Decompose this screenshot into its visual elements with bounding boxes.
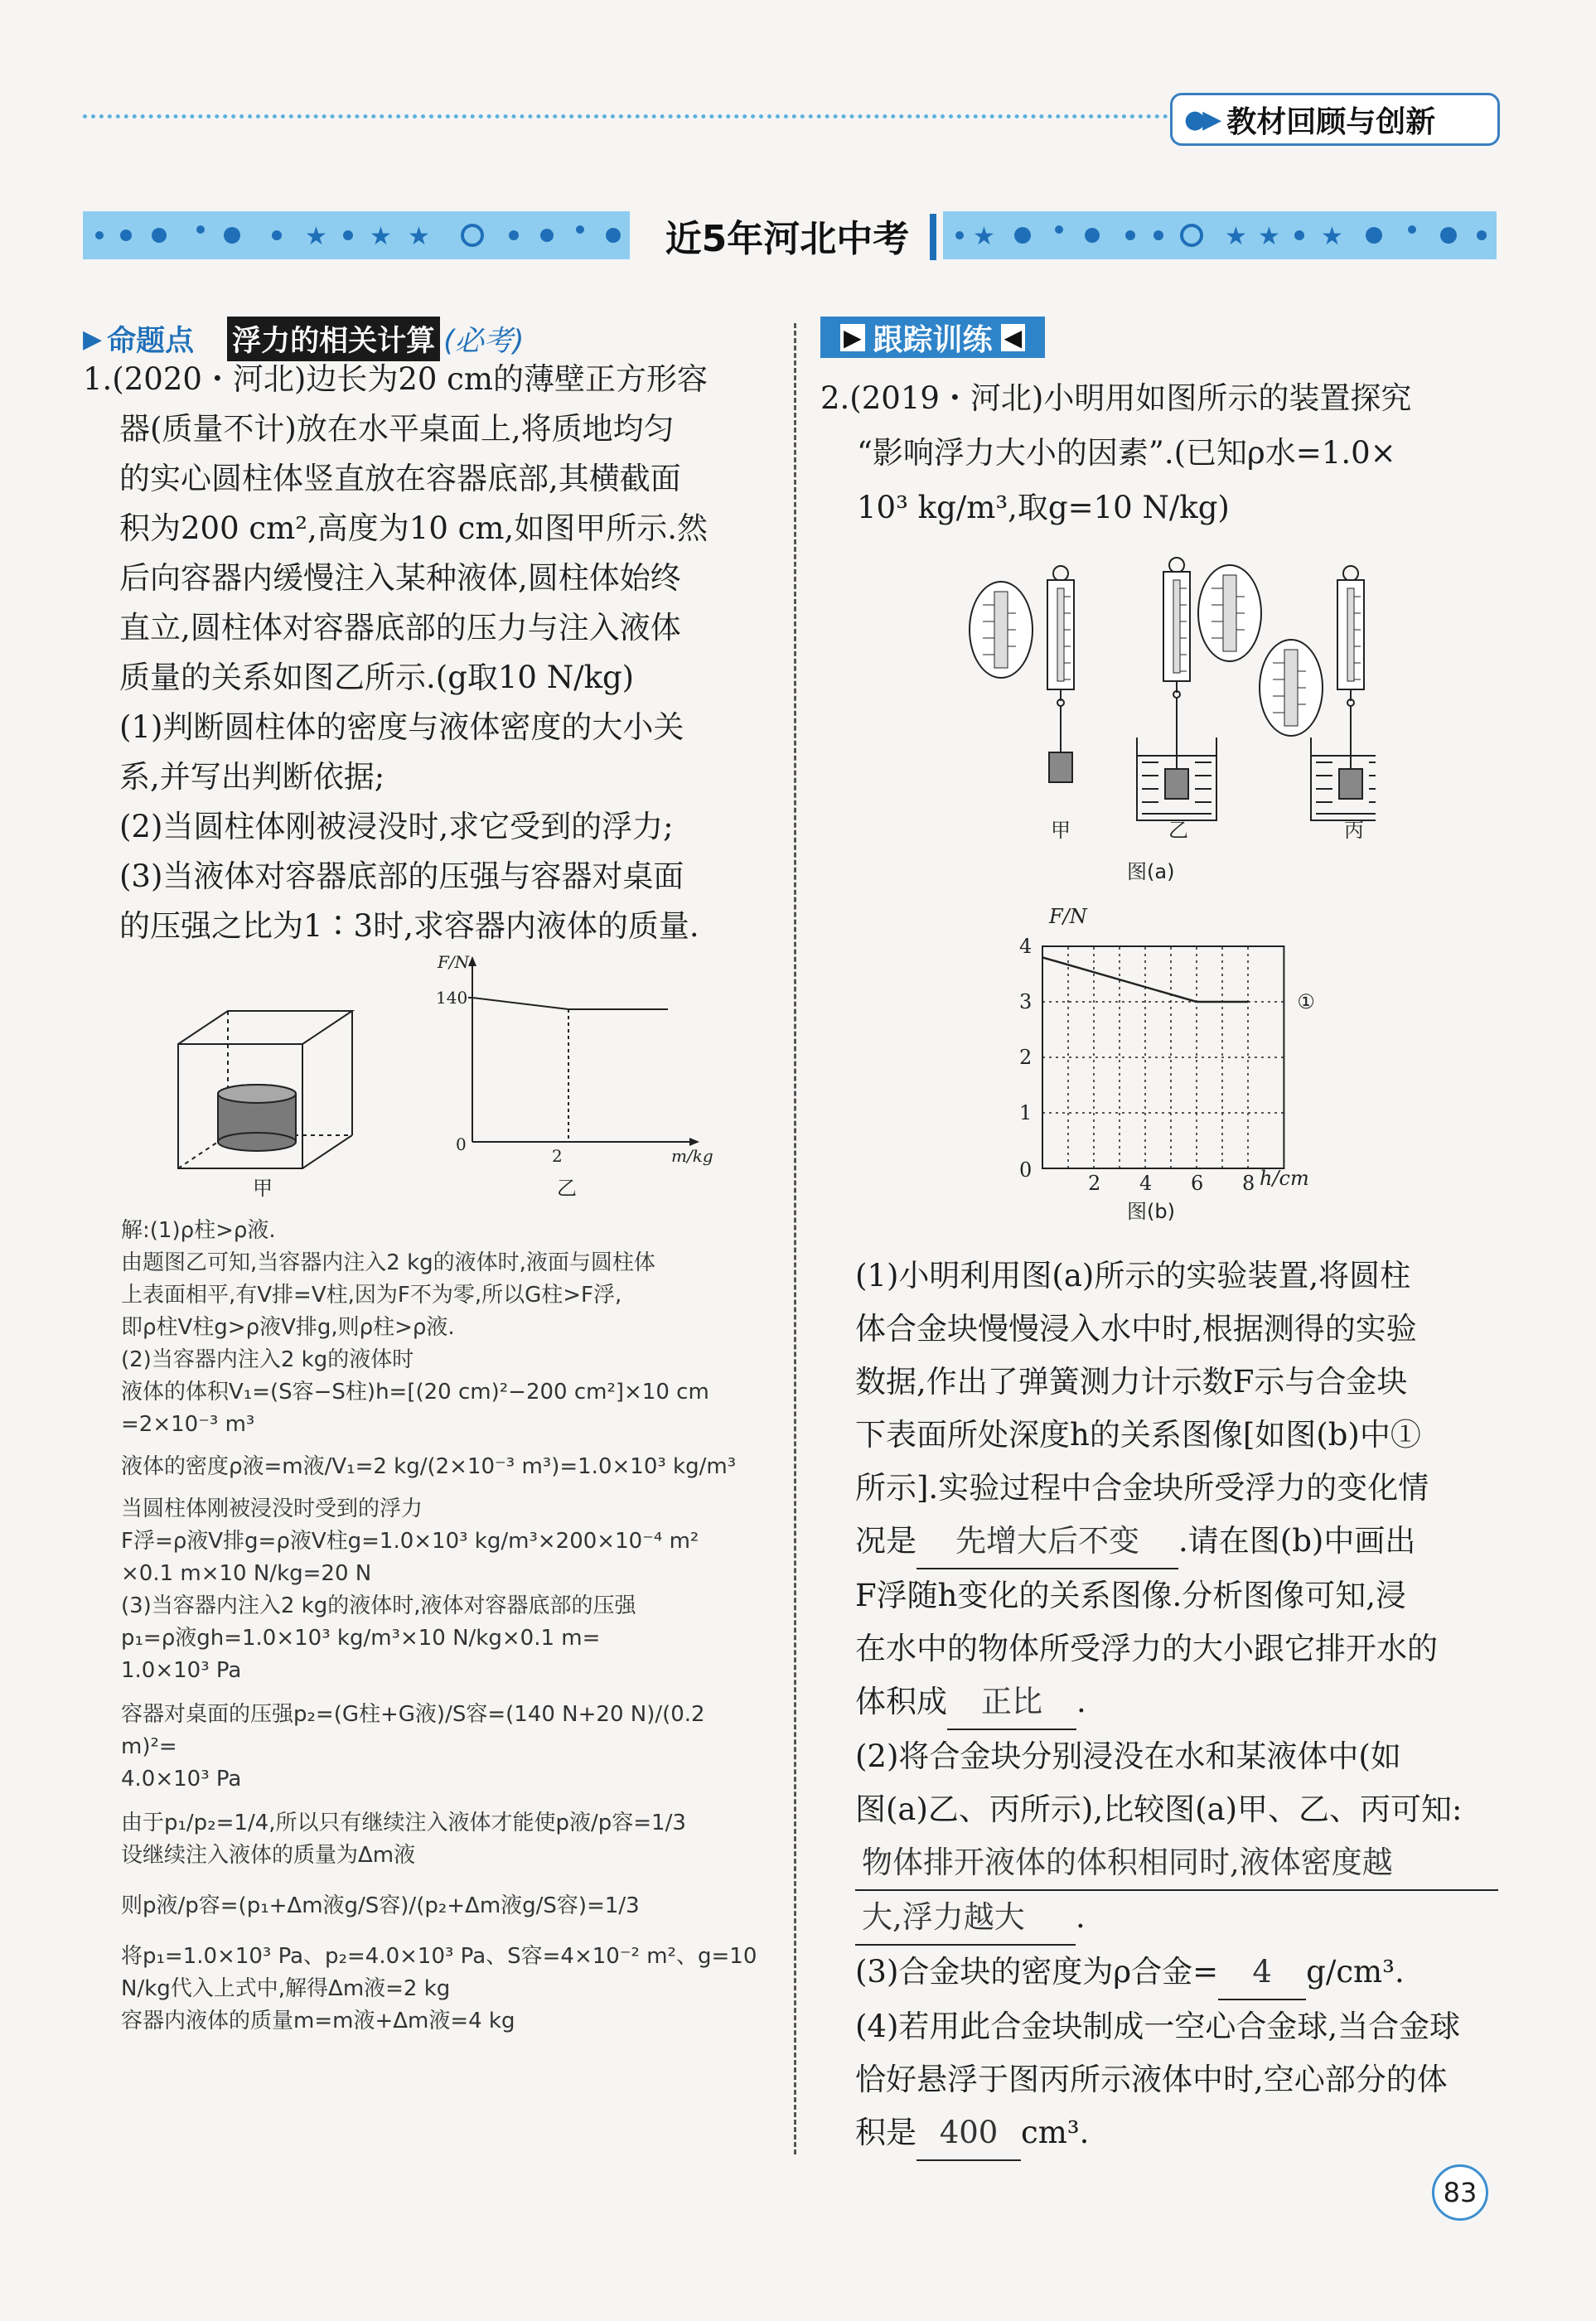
q2-text: .: [1076, 1684, 1086, 1719]
column-divider: [794, 323, 796, 2154]
chapter-tag: [1170, 93, 1500, 146]
q1-line: (2)当圆柱体刚被浸没时,求它受到的浮力;: [119, 809, 674, 844]
q2-line: 下表面所处深度h的关系图像[如图(b)中①: [855, 1417, 1421, 1453]
stars-dots-icon: [83, 211, 630, 259]
q2-text: .: [1076, 1899, 1086, 1935]
svg-text:★: ★: [305, 222, 327, 251]
q1-line: 积为200 cm²,高度为10 cm,如图甲所示.然: [119, 510, 708, 546]
q2-line: 在水中的物体所受浮力的大小跟它排开水的: [855, 1631, 1438, 1666]
stars-dots-icon: [943, 211, 1497, 259]
triangle-icon: ▶: [83, 324, 103, 354]
gb-ytick: 1: [1019, 1101, 1033, 1124]
solution-line: 液体的体积V₁=(S容−S柱)h=[(20 cm)²−200 cm²]×10 cm: [121, 1380, 709, 1405]
figure-a-apparatus: [945, 555, 1376, 903]
question-2-intro: [820, 371, 1508, 535]
svg-text:★: ★: [1321, 222, 1343, 251]
answer-blank-5: 400: [916, 2106, 1021, 2161]
tracking-label: 跟踪训练: [873, 322, 993, 357]
svg-text:★: ★: [1225, 222, 1247, 251]
header-dotted-rule: [83, 114, 1168, 118]
yi-xtick: 2: [552, 1146, 563, 1166]
figure-b-graph: [994, 895, 1376, 1226]
gb-xtick: 4: [1139, 1172, 1153, 1195]
q1-line: (1)判断圆柱体的密度与液体密度的大小关: [119, 709, 684, 745]
svg-text:★: ★: [1258, 222, 1280, 251]
q2-line: 图(a)乙、丙所示),比较图(a)甲、乙、丙可知:: [855, 1792, 1463, 1827]
gb-marker: ①: [1297, 990, 1315, 1013]
q2-text: 况是: [855, 1523, 916, 1559]
q2-line: [855, 1946, 1518, 2000]
solution-block: [121, 1215, 767, 2038]
answer-blank-3a: 物体排开液体的体积相同时,液体密度越: [855, 1836, 1498, 1891]
q1-line: 质量的关系如图乙所示.(g取10 N/kg): [119, 660, 635, 695]
chapter-tag-text: 教材回顾与创新: [1226, 104, 1436, 139]
section-label: 命题点: [107, 325, 195, 358]
solution-line: =2×10⁻³ m³: [121, 1412, 255, 1437]
fig-a-label-yi: 乙: [1168, 819, 1188, 842]
q2-line: (4)若用此合金块制成一空心合金球,当合金球: [855, 2009, 1461, 2044]
solution-line: 容器内液体的质量m=m液+Δm液=4 kg: [121, 2009, 515, 2033]
gb-ytick: 4: [1019, 935, 1033, 958]
solution-line: 1.0×10³ Pa: [121, 1658, 242, 1683]
banner-left-decoration: [83, 211, 630, 259]
q2-text: .请在图(b)中画出: [1178, 1523, 1416, 1559]
answer-blank-3b: 大,浮力越大: [855, 1891, 1076, 1946]
solution-line: F浮=ρ液V排g=ρ液V柱g=1.0×10³ kg/m³×200×10⁻⁴ m²: [121, 1529, 699, 1554]
solution-line: 设继续注入液体的质量为Δm液: [121, 1843, 416, 1868]
gb-origin: 0: [1019, 1158, 1033, 1182]
answer-blank-2: 正比: [947, 1675, 1076, 1730]
q2-line: [855, 1515, 1518, 1569]
q1-line: 后向容器内缓慢注入某种液体,圆柱体始终: [119, 560, 681, 596]
banner-title: 近5年河北中考: [635, 201, 940, 270]
fig-jia-label: 甲: [253, 1177, 273, 1200]
q2-line: 所示].实验过程中合金块所受浮力的变化情: [855, 1470, 1429, 1506]
triangle-right-icon: ▶: [840, 324, 865, 351]
q2-text: (3)合金块的密度为ρ合金=: [855, 1954, 1219, 1990]
q2-line: (1)小明利用图(a)所示的实验装置,将圆柱: [855, 1258, 1411, 1293]
page-number: 83: [1432, 2164, 1488, 2221]
q1-line: (3)当液体对容器底部的压强与容器对桌面: [119, 858, 684, 894]
q1-line: 的实心圆柱体竖直放在容器底部,其横截面: [119, 461, 681, 496]
q1-line: 系,并写出判断依据;: [119, 759, 385, 795]
gb-xtick: 2: [1088, 1172, 1101, 1195]
svg-text:★: ★: [973, 222, 995, 251]
answer-blank-4: 4: [1218, 1946, 1306, 2000]
q2-line: [855, 1675, 1518, 1730]
question-2-body: [855, 1250, 1518, 2161]
svg-text:★: ★: [408, 222, 430, 251]
q2-line: (2)将合金块分别浸没在水和某液体中(如: [855, 1738, 1401, 1774]
svg-text:★: ★: [370, 222, 392, 251]
q2-line: 体合金块慢慢浸入水中时,根据测得的实验: [855, 1311, 1417, 1347]
solution-line: 将p₁=1.0×10³ Pa、p₂=4.0×10³ Pa、S容=4×10⁻² m²、g=10: [121, 1944, 757, 1969]
solution-line: 4.0×10³ Pa: [121, 1767, 242, 1792]
solution-line: 上表面相平,有V排=V柱,因为F不为零,所以G柱>F浮,: [121, 1283, 622, 1308]
fig-yi-label: 乙: [557, 1177, 577, 1200]
q2-intro-line: 2.(2019・河北)小明用如图所示的装置探究: [820, 380, 1412, 416]
q2-text: cm³.: [1021, 2115, 1090, 2150]
q2-line: [855, 1836, 1518, 1891]
solution-line: 容器对桌面的压强p₂=(G柱+G液)/S容=(140 N+20 N)/(0.2 m)²=: [121, 1702, 705, 1759]
yi-ytick: 140: [436, 988, 468, 1008]
gb-xtick: 6: [1191, 1172, 1204, 1195]
section-topic: 浮力的相关计算: [227, 317, 440, 361]
q1-line: 的压强之比为1∶3时,求容器内液体的质量.: [119, 908, 699, 944]
banner-bar-right: [930, 214, 936, 260]
banner-right-decoration: [943, 211, 1497, 259]
yi-origin: 0: [456, 1134, 467, 1154]
fig-a-caption: 图(a): [1127, 860, 1175, 883]
figure-container-cube: [170, 994, 369, 1202]
solution-line: ×0.1 m×10 N/kg=20 N: [121, 1561, 372, 1586]
solution-line: 由题图乙可知,当容器内注入2 kg的液体时,液面与圆柱体: [121, 1250, 655, 1275]
yi-ylabel: F/N: [438, 952, 470, 972]
solution-line: 由于p₁/p₂=1/4,所以只有继续注入液体才能使p液/p容=1/3: [121, 1811, 686, 1835]
fig-a-label-bing: 丙: [1344, 819, 1364, 842]
tracking-training-heading: [820, 317, 1045, 358]
fig-b-caption: 图(b): [1127, 1200, 1175, 1223]
q2-line: [855, 2106, 1518, 2161]
q2-line: 数据,作出了弹簧测力计示数F示与合金块: [855, 1364, 1408, 1400]
q2-intro-line: 10³ kg/m³,取g=10 N/kg): [857, 490, 1230, 525]
solution-line: 液体的密度ρ液=m液/V₁=2 kg/(2×10⁻³ m³)=1.0×10³ kg/m³: [121, 1454, 737, 1479]
q2-line: F浮随h变化的关系图像.分析图像可知,浸: [855, 1578, 1407, 1613]
q2-line: [855, 1891, 1518, 1946]
solution-line: 解:(1)ρ柱>ρ液.: [121, 1218, 276, 1243]
yi-xlabel: m/kg: [671, 1146, 713, 1166]
solution-line: p₁=ρ液gh=1.0×10³ kg/m³×10 N/kg×0.1 m=: [121, 1626, 601, 1651]
q2-line: 恰好悬浮于图丙所示液体中时,空心部分的体: [855, 2062, 1448, 2097]
answer-blank-1: 先增大后不变: [916, 1515, 1178, 1569]
q2-text: 体积成: [855, 1684, 947, 1719]
solution-line: (2)当容器内注入2 kg的液体时: [121, 1347, 414, 1372]
q2-intro-line: “影响浮力大小的因素”.(已知ρ水=1.0×: [857, 435, 1396, 471]
solution-line: N/kg代入上式中,解得Δm液=2 kg: [121, 1976, 451, 2001]
arrow-icon: ●▶: [1184, 104, 1219, 134]
q2-text: 积是: [855, 2115, 916, 2150]
figure-yi-graph: [423, 951, 721, 1208]
gb-xlabel: h/cm: [1260, 1167, 1309, 1190]
section-must-tag: (必考): [443, 325, 525, 358]
solution-line: 当圆柱体刚被浸没时受到的浮力: [121, 1497, 423, 1521]
q1-line: 器(质量不计)放在水平桌面上,将质地均匀: [119, 411, 675, 447]
q1-line: 直立,圆柱体对容器底部的压力与注入液体: [119, 610, 681, 646]
gb-xtick: 8: [1242, 1172, 1255, 1195]
gb-ytick: 2: [1019, 1046, 1033, 1069]
solution-line: 即ρ柱V柱g>ρ液V排g,则ρ柱>ρ液.: [121, 1315, 455, 1340]
gb-ytick: 3: [1019, 990, 1033, 1013]
solution-line: 则p液/p容=(p₁+Δm液g/S容)/(p₂+Δm液g/S容)=1/3: [121, 1893, 640, 1918]
q1-line: 1.(2020・河北)边长为20 cm的薄壁正方形容: [83, 361, 708, 397]
triangle-left-icon: ◀: [1001, 324, 1026, 351]
gb-ylabel: F/N: [1049, 905, 1087, 928]
question-1: [83, 355, 762, 951]
fig-a-label-jia: 甲: [1051, 819, 1071, 842]
q2-text: g/cm³.: [1306, 1954, 1405, 1990]
solution-line: (3)当容器内注入2 kg的液体时,液体对容器底部的压强: [121, 1593, 636, 1618]
